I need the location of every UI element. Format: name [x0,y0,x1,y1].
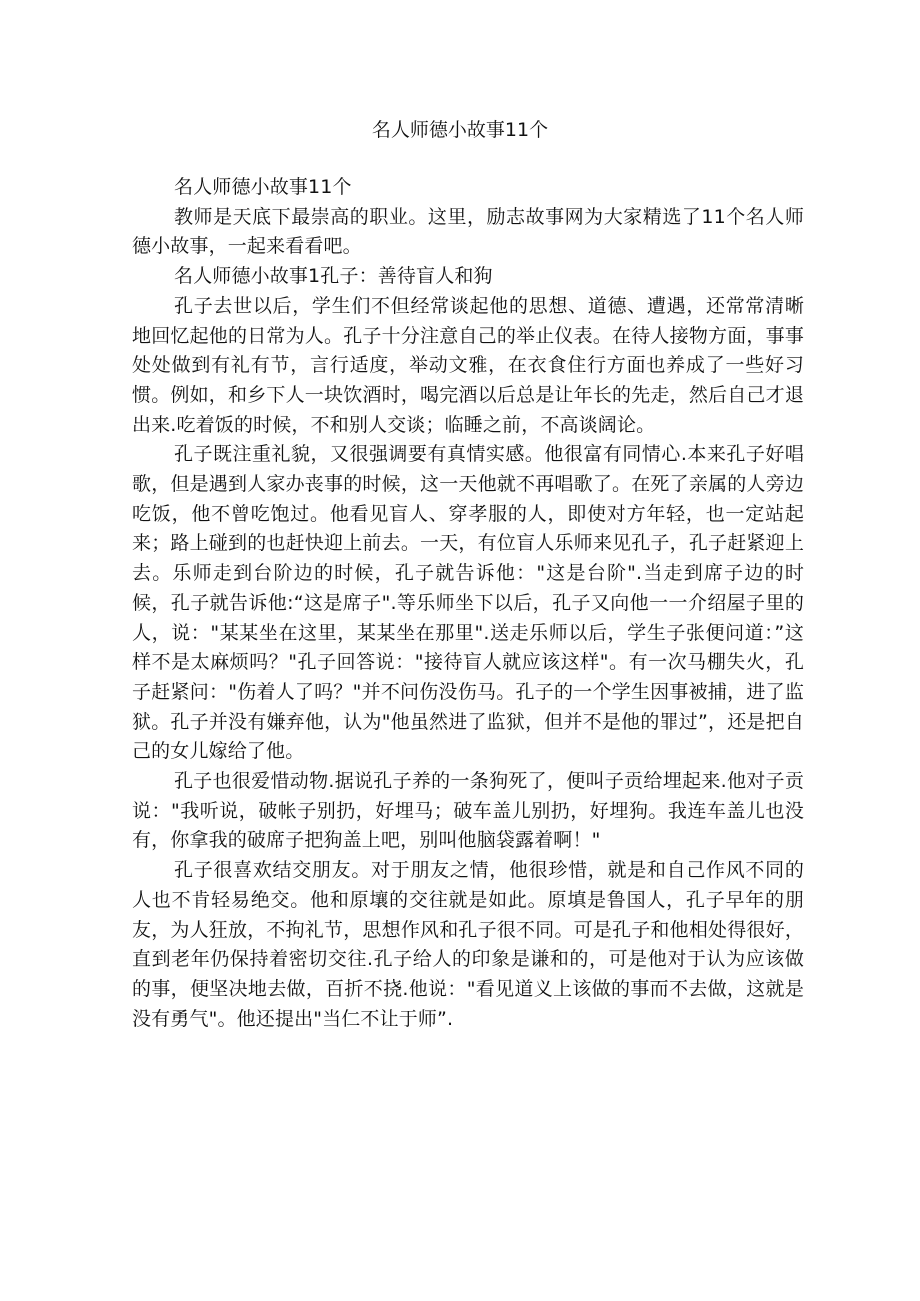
body-paragraph: 孔子也很爱惜动物.据说孔子养的一条狗死了，便叫子贡给埋起来.他对子贡说："我听说，破帐子别扔，好埋马；破车盖儿别扔，好埋狗。我连车盖儿也没有，你拿我的破席子把狗盖上吧，别叫他脑袋露着啊！" [132,770,804,852]
subtitle-paragraph: 名人师德小故事11个 [174,176,352,198]
document-title: 名人师德小故事11个 [371,119,549,141]
body-paragraph: 孔子很喜欢结交朋友。对于朋友之情，他很珍惜，就是和自己作风不同的人也不肯轻易绝交。他和原壤的交往就是如此。原填是鲁国人，孔子早年的朋友，为人狂放，不拘礼节，思想作风和孔子很不同。可是孔子和他相处得很好，直到老年仍保持着密切交往.孔子给人的印象是谦和的，可是他对于认为应该做的事，便坚决地去做，百折不挠.他说："看见道义上该做的事而不去做，这就是没有勇气"。他还提出"当仁不让于师”. [132,859,804,1030]
body-paragraph: 孔子既注重礼貌，又很强调要有真情实感。他很富有同情心.本来孔子好唱歌，但是遇到人家办丧事的时候，这一天他就不再唱歌了。在死了亲属的人旁边吃饭，他不曾吃饱过。他看见盲人、穿孝服的人，即使对方年轻，也一定站起来；路上碰到的也赶快迎上前去。一天，有位盲人乐师来见孔子，孔子赶紧迎上去。乐师走到台阶边的时候，孔子就告诉他："这是台阶".当走到席子边的时候，孔子就告诉他:“这是席子".等乐师坐下以后，孔子又向他一一介绍屋子里的人，说："某某坐在这里，某某坐在那里".送走乐师以后，学生子张便问道：”这样不是太麻烦吗？"孔子回答说："接待盲人就应该这样"。有一次马棚失火，孔子赶紧问："伤着人了吗？"并不问伤没伤马。孔子的一个学生因事被捕，进了监狱。孔子并没有嫌弃他，认为"他虽然进了监狱，但并不是他的罪过”，还是把自己的女儿嫁给了他。 [132,443,804,763]
document-body [132,173,804,1034]
story-heading: 名人师德小故事1孔子：善待盲人和狗 [174,265,493,288]
body-paragraph: 孔子去世以后，学生们不但经常谈起他的思想、道德、遭遇，还常常清晰地回忆起他的日常为人。孔子十分注意自己的举止仪表。在待人接物方面，事事处处做到有礼有节，言行适度，举动文雅，在衣食住行方面也养成了一些好习惯。例如，和乡下人一块饮酒时，喝完酒以后总是让年长的先走，然后自己才退出来.吃着饭的时候，不和别人交谈；临睡之前，不高谈阔论。 [132,294,804,436]
intro-paragraph: 教师是天底下最崇高的职业。这里，励志故事网为大家精选了11个名人师德小故事，一起来看看吧。 [132,205,804,258]
